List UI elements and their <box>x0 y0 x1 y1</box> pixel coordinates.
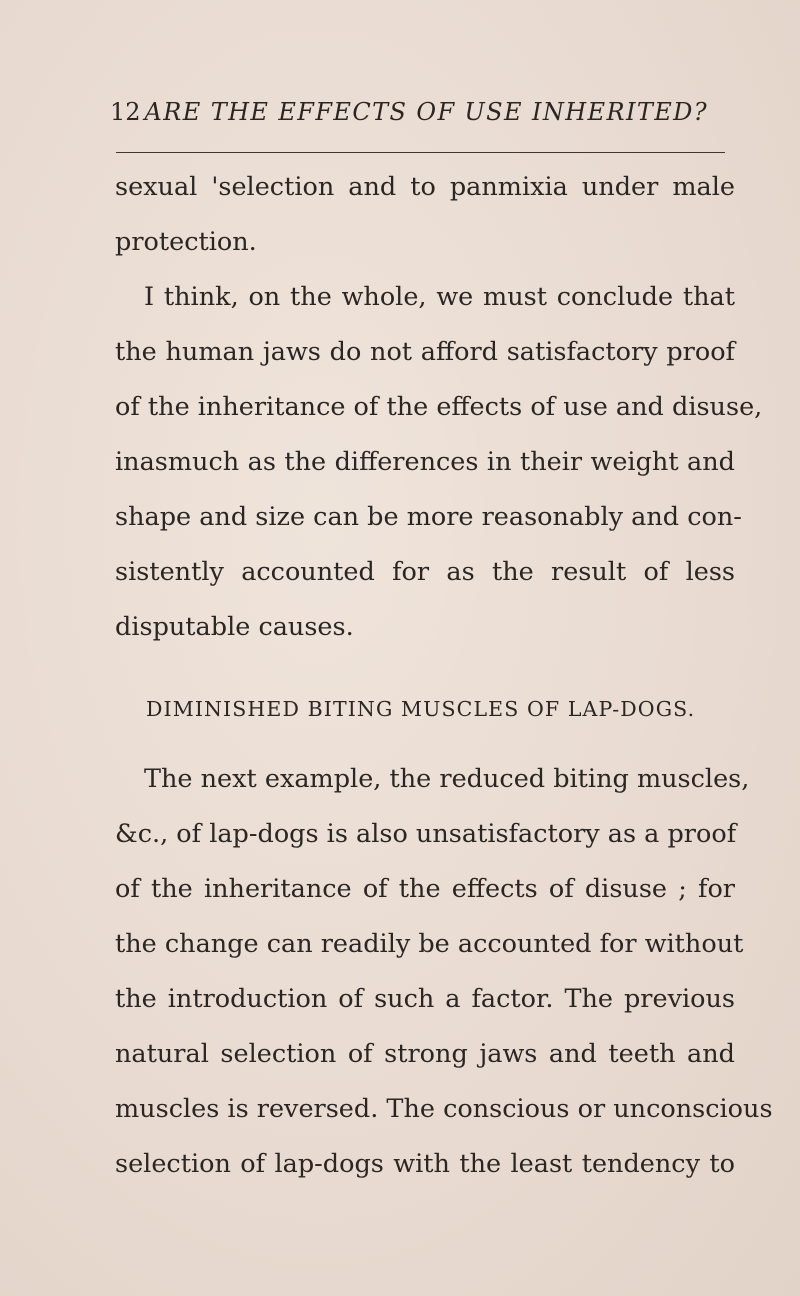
paragraph-block-1 <box>115 160 763 655</box>
text-line: The next example, the reduced biting muscles, <box>144 764 750 794</box>
header-rule <box>116 152 725 153</box>
text-line: of the inheritance of the effects of use and disuse, <box>115 392 763 422</box>
text-line: disputable causes. <box>115 612 354 642</box>
paragraph-block-2 <box>115 752 773 1192</box>
text-line: I think, on the whole, we must conclude that <box>144 282 735 312</box>
text-line: sexual 'selection and to panmixia under male <box>115 172 735 202</box>
text-line: the change can readily be accounted for without <box>115 929 744 959</box>
page-number: 12 <box>110 98 141 126</box>
text-line: the human jaws do not afford satisfactory proof <box>115 337 735 367</box>
section-heading: DIMINISHED BITING MUSCLES OF LAP-DOGS. <box>146 697 696 721</box>
running-title: ARE THE EFFECTS OF USE INHERITED? <box>144 98 709 126</box>
text-line: natural selection of strong jaws and teeth and <box>115 1039 735 1069</box>
text-line: muscles is reversed. The conscious or unconscious <box>115 1094 773 1124</box>
text-line: protection. <box>115 227 257 257</box>
text-line: inasmuch as the differences in their weight and <box>115 447 735 477</box>
running-header <box>110 98 708 126</box>
text-line: selection of lap-dogs with the least tendency to <box>115 1149 735 1179</box>
text-line: sistently accounted for as the result of less <box>115 557 735 587</box>
text-line: of the inheritance of the effects of disuse ; for <box>115 874 735 904</box>
text-line: &c., of lap-dogs is also unsatisfactory as a proof <box>115 819 737 849</box>
text-line: the introduction of such a factor. The previous <box>115 984 735 1014</box>
text-line: shape and size can be more reasonably and con- <box>115 502 742 532</box>
